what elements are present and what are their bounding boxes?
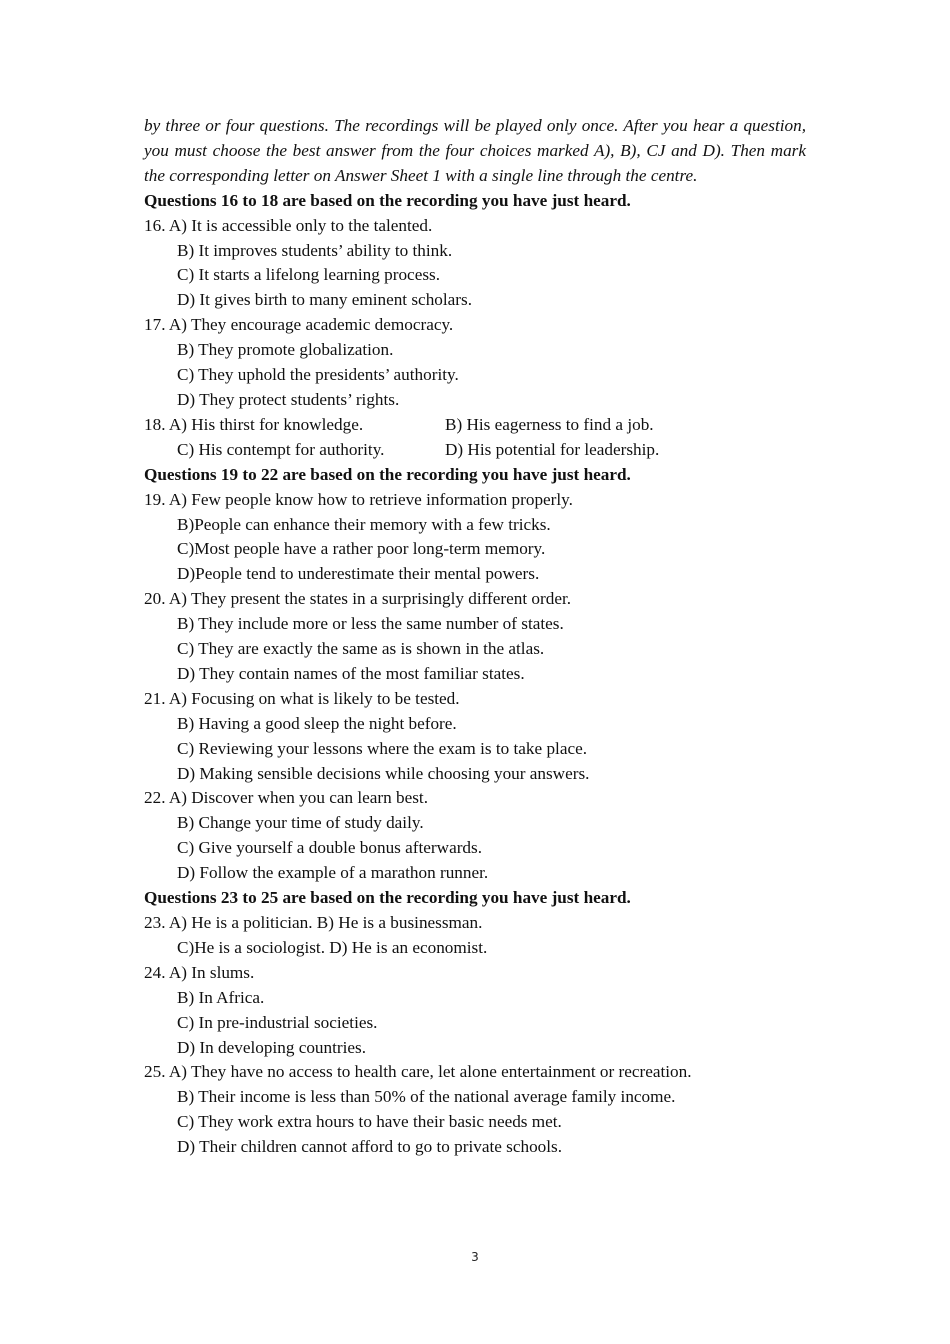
question-25 (144, 1060, 806, 1160)
question-19-option-d: D)People tend to underestimate their mental powers. (177, 564, 540, 584)
question-24-option-c: C) In pre-industrial societies. (177, 1012, 378, 1032)
question-20-option-c: C) They are exactly the same as is shown in the atlas. (177, 639, 545, 659)
question-24 (144, 961, 806, 1061)
question-16 (144, 214, 806, 314)
question-22-option-d: D) Follow the example of a marathon runner. (177, 863, 489, 883)
question-19 (144, 488, 806, 588)
question-18-option-a: 18. A) His thirst for knowledge. (144, 414, 364, 434)
question-25-option-b: B) Their income is less than 50% of the national average family income. (177, 1087, 676, 1107)
question-23 (144, 911, 806, 961)
question-17 (144, 313, 806, 413)
question-22-option-b: B) Change your time of study daily. (177, 813, 424, 833)
question-22-option-c: C) Give yourself a double bonus afterwards. (177, 838, 482, 858)
question-20-option-a: 20. A) They present the states in a surprisingly different order. (144, 589, 572, 609)
section-heading-23-25: Questions 23 to 25 are based on the recording you have just heard. (144, 888, 631, 908)
question-20-option-d: D) They contain names of the most familiar states. (177, 663, 525, 683)
section-heading-16-18: Questions 16 to 18 are based on the recording you have just heard. (144, 190, 631, 210)
question-18-row-2 (144, 438, 806, 463)
question-18-option-d: D) His potential for leadership. (445, 439, 660, 459)
question-17-option-b: B) They promote globalization. (177, 340, 394, 360)
question-21-option-c: C) Reviewing your lessons where the exam is to take place. (177, 738, 587, 758)
question-17-option-a: 17. A) They encourage academic democracy. (144, 315, 454, 335)
question-18-option-c: C) His contempt for authority. (177, 439, 385, 459)
question-24-option-d: D) In developing countries. (177, 1037, 367, 1057)
question-16-option-b: B) It improves students’ ability to think. (177, 240, 453, 260)
section-heading-19-22: Questions 19 to 22 are based on the recording you have just heard. (144, 464, 631, 484)
question-16-option-c: C) It starts a lifelong learning process. (177, 265, 440, 285)
question-25-option-c: C) They work extra hours to have their basic needs met. (177, 1112, 562, 1132)
question-24-option-b: B) In Africa. (177, 987, 265, 1007)
question-19-option-c: C)Most people have a rather poor long-term memory. (177, 539, 546, 559)
question-17-option-d: D) They protect students’ rights. (177, 389, 400, 409)
question-22 (144, 786, 806, 886)
instructions-text: by three or four questions. The recordings will be played only once. After you hear a question, you must choose the best answer from the four choices marked A), B), CJ and D). Then mark the corresponding letter on Answer Sheet 1 with a single line through the centre. (144, 116, 806, 185)
question-18-option-b: B) His eagerness to find a job. (445, 414, 654, 434)
question-23-options-c-d: C)He is a sociologist. D) He is an economist. (177, 937, 488, 957)
question-21 (144, 687, 806, 787)
question-21-option-b: B) Having a good sleep the night before. (177, 713, 457, 733)
question-23-options-a-b: 23. A) He is a politician. B) He is a businessman. (144, 913, 483, 932)
question-18 (144, 413, 806, 463)
question-18-row-1 (144, 413, 806, 438)
question-17-option-c: C) They uphold the presidents’ authority. (177, 365, 459, 385)
question-20-option-b: B) They include more or less the same number of states. (177, 614, 564, 634)
question-19-option-a: 19. A) Few people know how to retrieve information properly. (144, 489, 573, 509)
question-21-option-d: D) Making sensible decisions while choosing your answers. (177, 763, 590, 783)
document-page (144, 114, 806, 1160)
question-25-option-d: D) Their children cannot afford to go to private schools. (177, 1137, 563, 1157)
question-22-option-a: 22. A) Discover when you can learn best. (144, 788, 428, 808)
question-16-option-a: 16. A) It is accessible only to the talented. (144, 215, 433, 235)
question-20 (144, 587, 806, 687)
question-16-option-d: D) It gives birth to many eminent scholars. (177, 290, 472, 310)
page-number: 3 (471, 1250, 479, 1264)
question-19-option-b: B)People can enhance their memory with a few tricks. (177, 514, 551, 534)
question-21-option-a: 21. A) Focusing on what is likely to be tested. (144, 688, 460, 708)
question-25-option-a: 25. A) They have no access to health care, let alone entertainment or recreation. (144, 1062, 692, 1082)
question-24-option-a: 24. A) In slums. (144, 962, 255, 982)
